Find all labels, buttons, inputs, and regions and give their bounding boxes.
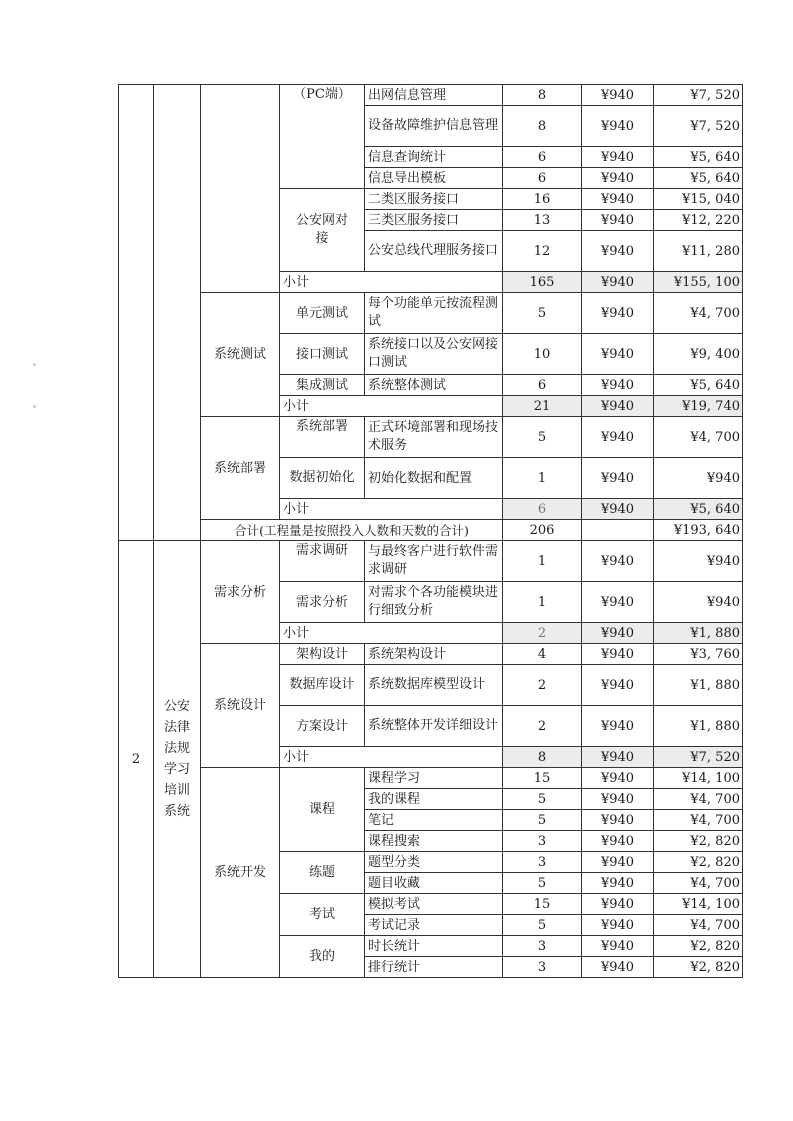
price-cell: ¥940 bbox=[582, 541, 654, 582]
table-row bbox=[119, 644, 743, 665]
price-cell: ¥940 bbox=[582, 706, 654, 747]
stage-cell: 系统部署 bbox=[201, 417, 280, 520]
amount-cell: ¥1, 880 bbox=[654, 623, 743, 644]
item-cell: 笔记 bbox=[365, 810, 503, 831]
price-cell: ¥940 bbox=[582, 936, 654, 957]
module-cell: 公安网对接 bbox=[280, 189, 365, 272]
amount-cell: ¥1, 880 bbox=[654, 665, 743, 706]
price-cell: ¥940 bbox=[582, 623, 654, 644]
price-cell: ¥940 bbox=[582, 396, 654, 417]
days-cell: 8 bbox=[503, 85, 582, 106]
price-cell: ¥940 bbox=[582, 231, 654, 272]
price-cell: ¥940 bbox=[582, 375, 654, 396]
days-cell: 12 bbox=[503, 231, 582, 272]
total-row bbox=[119, 520, 743, 541]
price-cell: ¥940 bbox=[582, 582, 654, 623]
amount-cell: ¥193, 640 bbox=[654, 520, 743, 541]
price-cell: ¥940 bbox=[582, 789, 654, 810]
days-cell: 3 bbox=[503, 852, 582, 873]
price-cell: ¥940 bbox=[582, 189, 654, 210]
item-cell: 我的课程 bbox=[365, 789, 503, 810]
price-cell: ¥940 bbox=[582, 831, 654, 852]
no-cell bbox=[119, 85, 154, 541]
item-cell: 信息导出模板 bbox=[365, 168, 503, 189]
module-cell: 数据库设计 bbox=[280, 665, 365, 706]
days-cell: 8 bbox=[503, 106, 582, 147]
module-cell: 单元测试 bbox=[280, 293, 365, 334]
amount-cell: ¥9, 400 bbox=[654, 334, 743, 375]
item-cell: 时长统计 bbox=[365, 936, 503, 957]
item-cell: 课程学习 bbox=[365, 768, 503, 789]
days-cell: 3 bbox=[503, 936, 582, 957]
subtotal-label: 小计 bbox=[280, 747, 503, 768]
price-cell: ¥940 bbox=[582, 85, 654, 106]
cost-table bbox=[118, 84, 743, 978]
amount-cell: ¥1, 880 bbox=[654, 706, 743, 747]
table-row bbox=[119, 541, 743, 582]
module-cell: 练题 bbox=[280, 852, 365, 894]
item-cell: 模拟考试 bbox=[365, 894, 503, 915]
module-cell: 集成测试 bbox=[280, 375, 365, 396]
stage-cell: 系统设计 bbox=[201, 644, 280, 768]
module-cell: 接口测试 bbox=[280, 334, 365, 375]
amount-cell: ¥4, 700 bbox=[654, 293, 743, 334]
price-cell: ¥940 bbox=[582, 106, 654, 147]
stage-cell: 需求分析 bbox=[201, 541, 280, 644]
amount-cell: ¥4, 700 bbox=[654, 417, 743, 458]
days-cell: 15 bbox=[503, 768, 582, 789]
days-cell: 6 bbox=[503, 168, 582, 189]
no-cell: 2 bbox=[119, 541, 154, 978]
system-cell bbox=[154, 85, 201, 541]
stage-cell: 系统开发 bbox=[201, 768, 280, 978]
days-cell: 13 bbox=[503, 210, 582, 231]
days-cell: 21 bbox=[503, 396, 582, 417]
price-cell: ¥940 bbox=[582, 168, 654, 189]
item-cell: 设备故障维护信息管理 bbox=[365, 106, 503, 147]
amount-cell: ¥2, 820 bbox=[654, 852, 743, 873]
module-cell: 数据初始化 bbox=[280, 458, 365, 499]
module-cell: 方案设计 bbox=[280, 706, 365, 747]
days-cell: 4 bbox=[503, 644, 582, 665]
item-cell: 信息查询统计 bbox=[365, 147, 503, 168]
price-cell: ¥940 bbox=[582, 458, 654, 499]
subtotal-label: 小计 bbox=[280, 272, 503, 293]
item-cell: 排行统计 bbox=[365, 957, 503, 978]
days-cell: 1 bbox=[503, 458, 582, 499]
amount-cell: ¥7, 520 bbox=[654, 85, 743, 106]
amount-cell: ¥5, 640 bbox=[654, 499, 743, 520]
item-cell: 出网信息管理 bbox=[365, 85, 503, 106]
price-cell: ¥940 bbox=[582, 147, 654, 168]
days-cell: 5 bbox=[503, 789, 582, 810]
amount-cell: ¥940 bbox=[654, 582, 743, 623]
amount-cell: ¥4, 700 bbox=[654, 810, 743, 831]
amount-cell: ¥7, 520 bbox=[654, 747, 743, 768]
days-cell: 6 bbox=[503, 147, 582, 168]
stage-cell: 系统测试 bbox=[201, 293, 280, 417]
amount-cell: ¥2, 820 bbox=[654, 957, 743, 978]
price-cell: ¥940 bbox=[582, 334, 654, 375]
item-cell: 系统架构设计 bbox=[365, 644, 503, 665]
amount-cell: ¥7, 520 bbox=[654, 106, 743, 147]
item-cell: 题型分类 bbox=[365, 852, 503, 873]
module-cell: 架构设计 bbox=[280, 644, 365, 665]
price-cell: ¥940 bbox=[582, 852, 654, 873]
amount-cell: ¥15, 040 bbox=[654, 189, 743, 210]
days-cell: 6 bbox=[503, 375, 582, 396]
price-cell: ¥940 bbox=[582, 644, 654, 665]
days-cell: 1 bbox=[503, 582, 582, 623]
total-label: 合计(工程量是按照投入人数和天数的合计) bbox=[201, 520, 503, 541]
amount-cell: ¥2, 820 bbox=[654, 831, 743, 852]
days-cell: 2 bbox=[503, 665, 582, 706]
days-cell: 5 bbox=[503, 810, 582, 831]
price-cell: ¥940 bbox=[582, 210, 654, 231]
price-cell: ¥940 bbox=[582, 417, 654, 458]
days-cell: 6 bbox=[503, 499, 582, 520]
amount-cell: ¥5, 640 bbox=[654, 147, 743, 168]
item-cell: 题目收藏 bbox=[365, 873, 503, 894]
days-cell: 3 bbox=[503, 957, 582, 978]
item-cell: 正式环境部署和现场技术服务 bbox=[365, 417, 503, 458]
days-cell: 3 bbox=[503, 831, 582, 852]
module-cell: 需求调研 bbox=[280, 541, 365, 582]
days-cell: 16 bbox=[503, 189, 582, 210]
price-cell: ¥940 bbox=[582, 894, 654, 915]
amount-cell: ¥3, 760 bbox=[654, 644, 743, 665]
amount-cell: ¥11, 280 bbox=[654, 231, 743, 272]
item-cell: 三类区服务接口 bbox=[365, 210, 503, 231]
scan-dot bbox=[33, 363, 36, 366]
module-cell: 课程 bbox=[280, 768, 365, 852]
price-cell: ¥940 bbox=[582, 873, 654, 894]
days-cell: 1 bbox=[503, 541, 582, 582]
price-cell: ¥940 bbox=[582, 747, 654, 768]
days-cell: 2 bbox=[503, 623, 582, 644]
days-cell: 10 bbox=[503, 334, 582, 375]
item-cell: 系统整体测试 bbox=[365, 375, 503, 396]
days-cell: 5 bbox=[503, 293, 582, 334]
amount-cell: ¥940 bbox=[654, 541, 743, 582]
item-cell: 二类区服务接口 bbox=[365, 189, 503, 210]
price-cell: ¥940 bbox=[582, 957, 654, 978]
item-cell: 每个功能单元按流程测试 bbox=[365, 293, 503, 334]
module-cell: 需求分析 bbox=[280, 582, 365, 623]
table-row bbox=[119, 417, 743, 458]
amount-cell: ¥940 bbox=[654, 458, 743, 499]
days-cell: 5 bbox=[503, 417, 582, 458]
module-cell: 我的 bbox=[280, 936, 365, 978]
table-row bbox=[119, 293, 743, 334]
subtotal-label: 小计 bbox=[280, 623, 503, 644]
amount-cell: ¥4, 700 bbox=[654, 789, 743, 810]
days-cell: 8 bbox=[503, 747, 582, 768]
amount-cell: ¥4, 700 bbox=[654, 873, 743, 894]
amount-cell: ¥155, 100 bbox=[654, 272, 743, 293]
system-cell: 公安法律法规学习培训系统 bbox=[154, 541, 201, 978]
days-cell: 5 bbox=[503, 873, 582, 894]
days-cell: 165 bbox=[503, 272, 582, 293]
amount-cell: ¥19, 740 bbox=[654, 396, 743, 417]
price-cell: ¥940 bbox=[582, 272, 654, 293]
item-cell: 系统接口以及公安网接口测试 bbox=[365, 334, 503, 375]
item-cell: 系统整体开发详细设计 bbox=[365, 706, 503, 747]
price-cell: ¥940 bbox=[582, 915, 654, 936]
amount-cell: ¥14, 100 bbox=[654, 768, 743, 789]
module-cell: （PC端） bbox=[280, 85, 365, 189]
item-cell: 考试记录 bbox=[365, 915, 503, 936]
subtotal-label: 小计 bbox=[280, 396, 503, 417]
module-cell: 考试 bbox=[280, 894, 365, 936]
days-cell: 2 bbox=[503, 706, 582, 747]
item-cell: 对需求个各功能模块进行细致分析 bbox=[365, 582, 503, 623]
module-cell: 系统部署 bbox=[280, 417, 365, 458]
price-cell: ¥940 bbox=[582, 499, 654, 520]
amount-cell: ¥4, 700 bbox=[654, 915, 743, 936]
table-row bbox=[119, 768, 743, 789]
item-cell: 系统数据库模型设计 bbox=[365, 665, 503, 706]
days-cell: 5 bbox=[503, 915, 582, 936]
price-cell: ¥940 bbox=[582, 665, 654, 706]
price-cell bbox=[582, 520, 654, 541]
amount-cell: ¥14, 100 bbox=[654, 894, 743, 915]
scan-dot bbox=[33, 405, 36, 408]
amount-cell: ¥5, 640 bbox=[654, 375, 743, 396]
subtotal-label: 小计 bbox=[280, 499, 503, 520]
table-row bbox=[119, 85, 743, 106]
price-cell: ¥940 bbox=[582, 293, 654, 334]
amount-cell: ¥12, 220 bbox=[654, 210, 743, 231]
days-cell: 206 bbox=[503, 520, 582, 541]
price-cell: ¥940 bbox=[582, 810, 654, 831]
item-cell: 初始化数据和配置 bbox=[365, 458, 503, 499]
item-cell: 公安总线代理服务接口 bbox=[365, 231, 503, 272]
stage-cell bbox=[201, 85, 280, 293]
item-cell: 课程搜索 bbox=[365, 831, 503, 852]
item-cell: 与最终客户进行软件需求调研 bbox=[365, 541, 503, 582]
price-cell: ¥940 bbox=[582, 768, 654, 789]
amount-cell: ¥2, 820 bbox=[654, 936, 743, 957]
days-cell: 15 bbox=[503, 894, 582, 915]
amount-cell: ¥5, 640 bbox=[654, 168, 743, 189]
